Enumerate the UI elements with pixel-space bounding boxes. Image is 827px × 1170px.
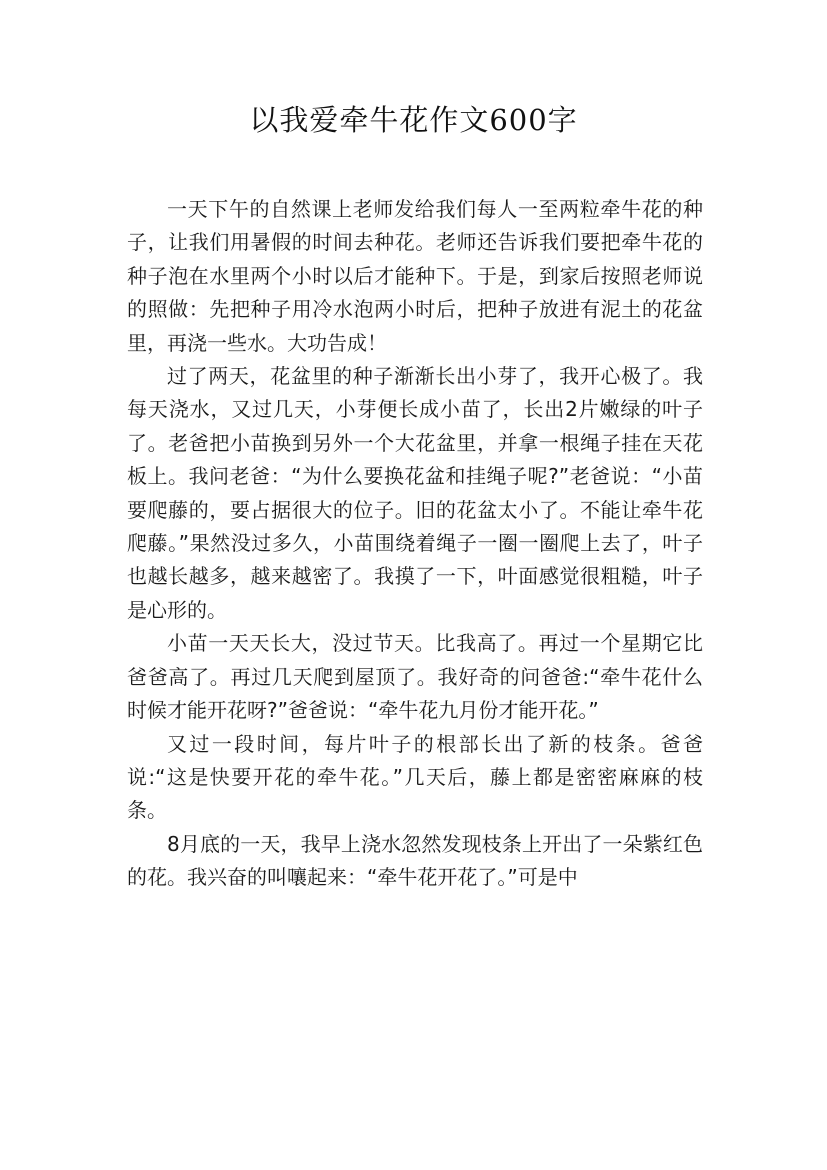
document-title: 以我爱牵牛花作文600字	[249, 103, 578, 137]
paragraph-5: 8月底的一天，我早上浇水忽然发现枝条上开出了一朵紫红色的花。我兴奋的叫嚷起来：“牵牛花开花了。”可是中	[127, 831, 703, 890]
paragraph-4: 又过一段时间，每片叶子的根部长出了新的枝条。爸爸说:“这是快要开花的牵牛花。”几天后，藤上都是密密麻麻的枝条。	[127, 731, 703, 823]
paragraph-1: 一天下午的自然课上老师发给我们每人一至两粒牵牛花的种子，让我们用暑假的时间去种花。老师还告诉我们要把牵牛花的种子泡在水里两个小时以后才能种下。于是，到家后按照老师说的照做：先把种子用冷水泡两小时后，把种子放进有泥土的花盆里，再浇一些水。大功告成！	[127, 197, 703, 355]
paragraph-3: 小苗一天天长大，没过节天。比我高了。再过一个星期它比爸爸高了。再过几天爬到屋顶了。我好奇的问爸爸:“牵牛花什么时候才能开花呀?”爸爸说：“牵牛花九月份才能开花。”	[127, 631, 703, 723]
document-body	[127, 193, 703, 895]
paragraph-2: 过了两天，花盆里的种子渐渐长出小芽了，我开心极了。我每天浇水，又过几天，小芽便长成小苗了，长出2片嫩绿的叶子了。老爸把小苗换到另外一个大花盆里，并拿一根绳子挂在天花板上。我问老爸：“为什么要换花盆和挂绳子呢?”老爸说：“小苗要爬藤的，要占据很大的位子。旧的花盆太小了。不能让牵牛花爬藤。”果然没过多久，小苗围绕着绳子一圈一圈爬上去了，叶子也越长越多，越来越密了。我摸了一下，叶面感觉很粗糙，叶子是心形的。	[127, 364, 703, 622]
